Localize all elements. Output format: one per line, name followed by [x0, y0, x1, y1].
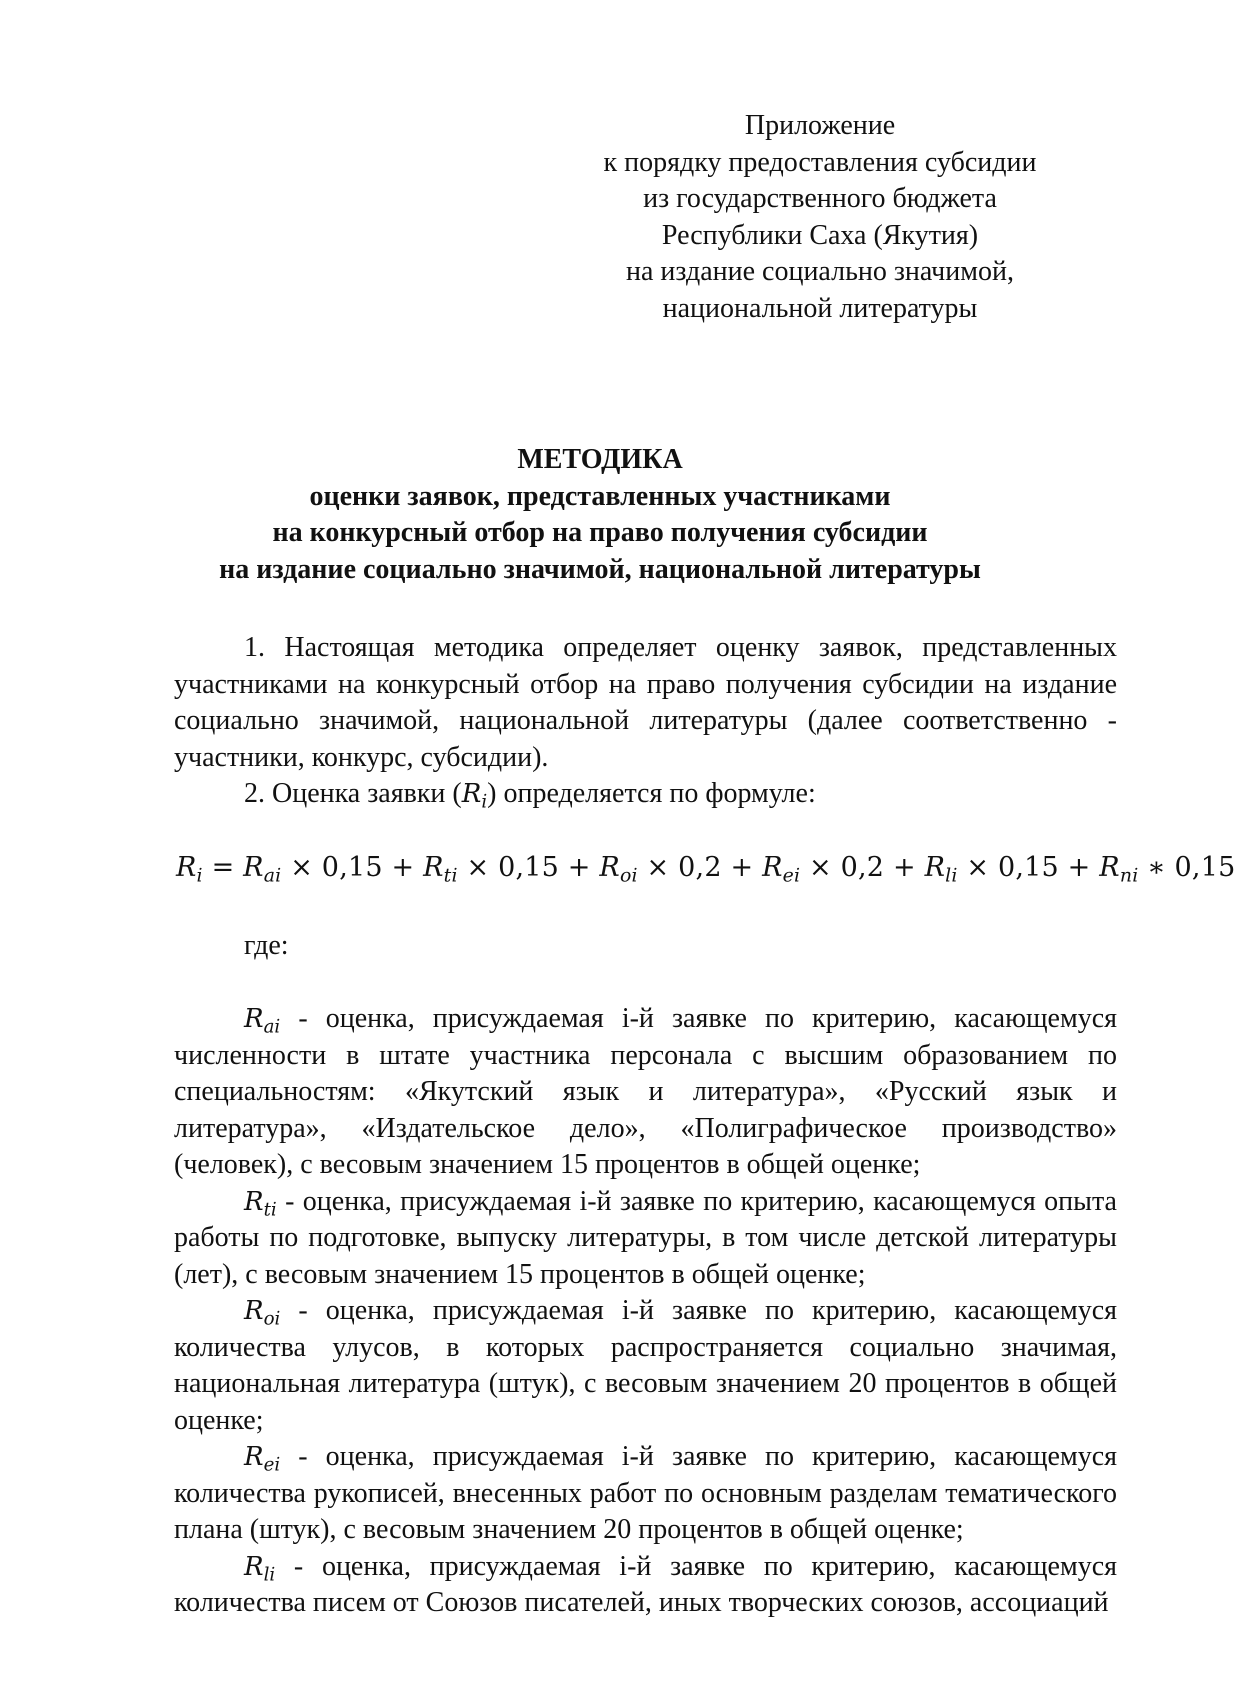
title-heading: МЕТОДИКА: [517, 444, 683, 475]
appendix-line: из государственного бюджета: [643, 183, 997, 214]
formula-term: $R_{ei} \times 0,2$ +: [762, 852, 925, 887]
document-title: [160, 442, 1040, 588]
criterion-variable: $R_{ei}$: [244, 1442, 281, 1476]
formula-term: $R_{li} \times 0,15$ +: [924, 852, 1100, 887]
appendix-line: к порядку предоставления субсидии: [603, 146, 1037, 178]
criterion-variable: $R_{li}$: [244, 1551, 276, 1585]
appendix-line: на издание социально значимой,: [626, 256, 1014, 287]
criterion-definition: $R_{li}$ - оценка, присуждаемая i-й заявке по критерию, касающемуся количества писем от Союзов писателей, иных творческих союзов, ассоциаций: [174, 1550, 1117, 1618]
criterion-definition: $R_{ai}$ - оценка, присуждаемая i-й заявке по критерию, касающемуся численности в штате участника персонала с высшим образованием по специальностям: «Якутский язык и литература», «Русский язык и литература», «Издательское дело», «Полиграфическое производство» (человек), с весовым значением 15 процентов в общей оценке;: [174, 1003, 1117, 1180]
title-line: оценки заявок, представленных участниками: [309, 480, 891, 512]
appendix-line: Республики Саха (Якутия): [661, 219, 979, 251]
appendix-line: Приложение: [744, 110, 896, 141]
appendix-header: [560, 108, 1080, 327]
appendix-line: национальной литературы: [662, 292, 978, 324]
paragraph-1: 1. Настоящая методика определяет оценку заявок, представленных участниками на конкурсный отбор на право получения субсидии на издание социально значимой, национальной литературы (далее соответственно - участники, конкурс, субсидии).: [174, 632, 1117, 773]
criterion-definition: $R_{ei}$ - оценка, присуждаемая i-й заявке по критерию, касающемуся количества рукописей, внесенных работ по основным разделам тематического плана (штук), с весовым значением 20 процентов в общей оценке;: [174, 1441, 1117, 1545]
criterion-variable: $R_{ai}$: [244, 1004, 281, 1038]
body-text: [174, 630, 1117, 813]
formula-term: $R_{oi} \times 0,2$ +: [599, 852, 763, 887]
criterion-variable: $R_{oi}$: [244, 1296, 281, 1330]
criterion-definition: $R_{ti}$ - оценка, присуждаемая i-й заявке по критерию, касающемуся опыта работы по подготовке, выпуску литературы, в том числе детской литературы (лет), с весовым значением 15 процентов в общей оценке;: [174, 1185, 1117, 1290]
criterion-variable: $R_{ti}$: [244, 1186, 277, 1220]
title-line: на конкурсный отбор на право получения субсидии: [272, 517, 928, 548]
formula-term: $R_{ni}$ ∗ 0,15: [1099, 852, 1235, 887]
where-section: [174, 928, 1117, 1622]
formula-lhs: R: [176, 852, 197, 883]
where-items: [174, 1001, 1117, 1622]
formula-term: $R_{ti} \times 0,15$ +: [423, 852, 600, 887]
formula-terms: [243, 852, 1235, 887]
where-label: где:: [244, 930, 289, 961]
paragraph-2: 2. Оценка заявки $(R_i)$ определяется по формуле:: [244, 778, 816, 813]
title-line: на издание социально значимой, национальной литературы: [219, 553, 981, 585]
formula-term: $R_{ai} \times 0,15$ +: [243, 852, 424, 887]
criterion-definition: $R_{oi}$ - оценка, присуждаемая i-й заявке по критерию, касающемуся количества улусов, в которых распространяется социально значимая, национальная литература (штук), с весовым значением 20 процентов в общей оценке;: [174, 1295, 1117, 1436]
variable-r-i: $R_i$: [461, 779, 488, 813]
formula: $R_i = R_{ai} \times 0,15 + R_{ti} \times 0,15 + R_{oi} \times 0,2 + R_{ei} \times 0,2 + R_{li} \times 0,15 + R_{ni}$ ∗ 0,15: [176, 852, 1235, 887]
